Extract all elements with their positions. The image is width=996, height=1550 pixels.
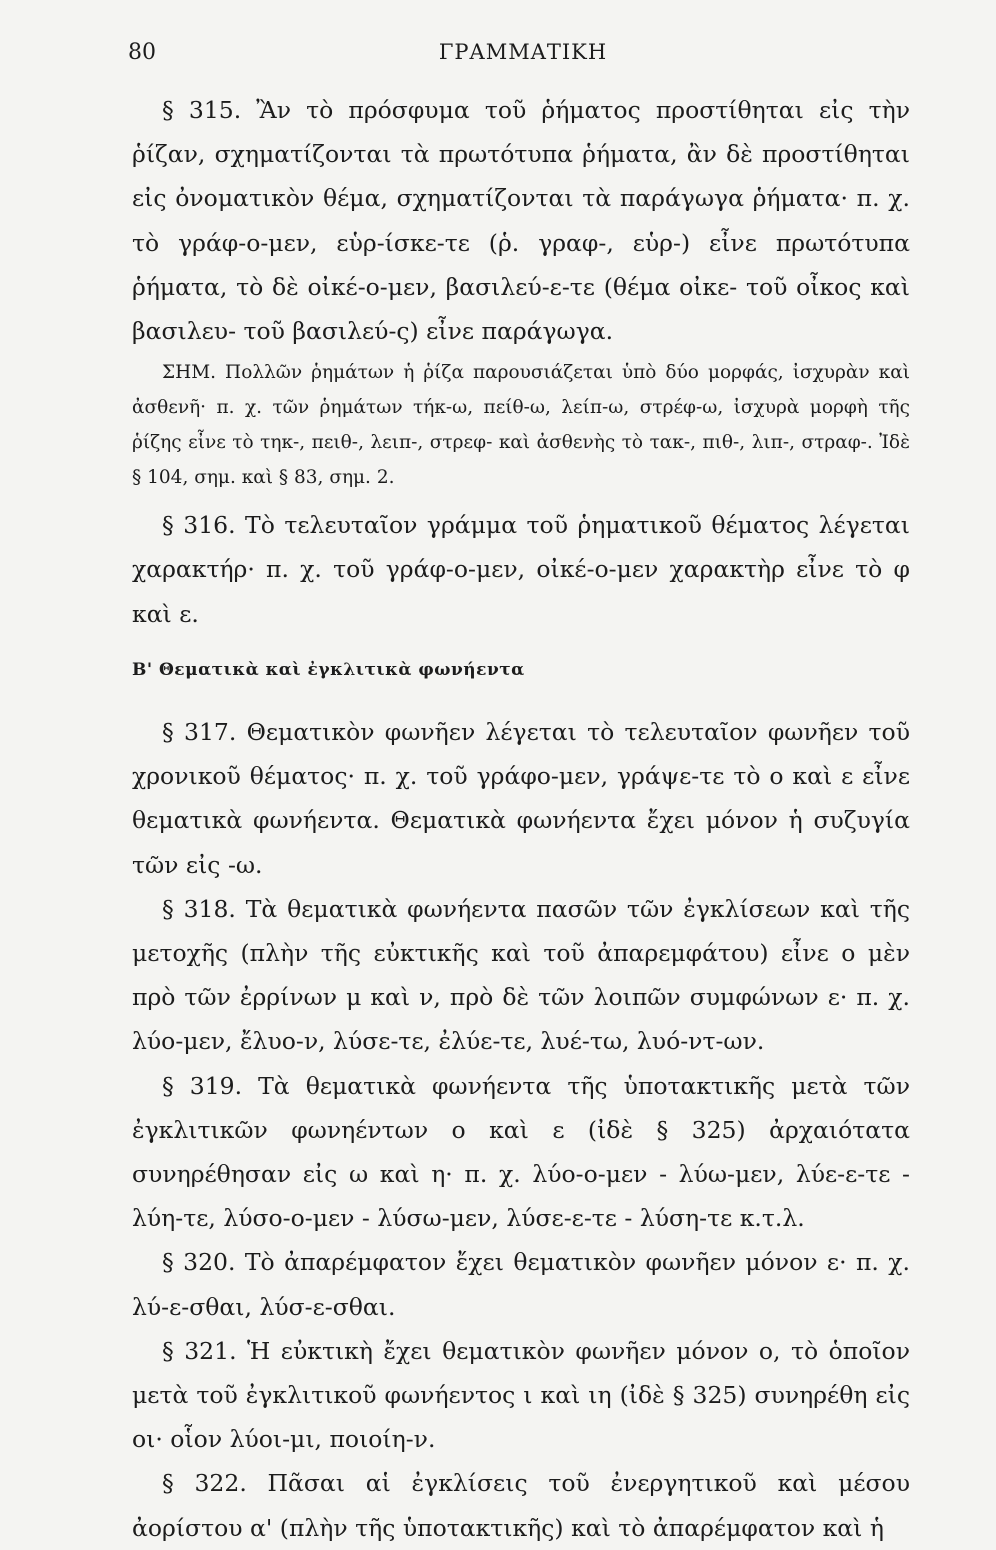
page-body	[132, 88, 910, 1550]
page-number: 80	[128, 40, 156, 65]
running-title: ΓΡΑΜΜΑΤΙΚΗ	[438, 40, 608, 64]
paragraph-322: § 322. Πᾶσαι αἱ ἐγκλίσεις τοῦ ἐνεργητικοῦ καὶ μέσου ἀορίστου α' (πλὴν τῆς ὑποτακτικῆς) καὶ τὸ ἀπαρέμφατον καὶ ἡ	[132, 1469, 910, 1542]
paragraph-317: § 317. Θεματικὸν φωνῆεν λέγεται τὸ τελευταῖον φωνῆεν τοῦ χρονικοῦ θέματος· π. χ. τοῦ γράφο-μεν, γράψε-τε τὸ ο καὶ ε εἶνε θεματικὰ φωνήεντα. Θεματικὰ φωνήεντα ἔχει μόνον ἡ συζυγία τῶν εἰς -ω.	[132, 718, 910, 879]
page-header	[128, 40, 918, 76]
paragraph-319: § 319. Τὰ θεματικὰ φωνήεντα τῆς ὑποτακτικῆς μετὰ τῶν ἐγκλιτικῶν φωνηέντων ο καὶ ε (ἰδὲ § 325) ἀρχαιότατα συνηρέθησαν εἰς ω καὶ η· π. χ. λύο-ο-μεν - λύω-μεν, λύε-ε-τε - λύη-τε, λύσο-ο-μεν - λύσω-μεν, λύσε-ε-τε - λύση-τε κ.τ.λ.	[132, 1071, 910, 1233]
section-heading: Β' Θεματικὰ καὶ ἐγκλιτικὰ φωνήεντα	[132, 659, 525, 680]
paragraph-321: § 321. Ἡ εὐκτικὴ ἔχει θεματικὸν φωνῆεν μόνον ο, τὸ ὁποῖον μετὰ τοῦ ἐγκλιτικοῦ φωνήεντος ι καὶ ιη (ἰδὲ § 325) συνηρέθη εἰς οι· οἷον λύοι-μι, ποιοίη-ν.	[132, 1336, 910, 1454]
paragraph-318: § 318. Τὰ θεματικὰ φωνήεντα πασῶν τῶν ἐγκλίσεων καὶ τῆς μετοχῆς (πλὴν τῆς εὐκτικῆς καὶ τοῦ ἀπαρεμφάτου) εἶνε ο μὲν πρὸ τῶν ἐρρίνων μ καὶ ν, πρὸ δὲ τῶν λοιπῶν συμφώνων ε· π. χ. λύο-μεν, ἔλυο-ν, λύσε-τε, ἐλύε-τε, λυέ-τω, λυό-ντ-ων.	[132, 894, 910, 1056]
note-paragraph: ΣΗΜ. Πολλῶν ῥημάτων ἡ ῥίζα παρουσιάζεται ὑπὸ δύο μορφάς, ἰσχυρὰν καὶ ἀσθενῆ· π. χ. τῶν ῥημάτων τήκ-ω, πείθ-ω, λείπ-ω, στρέφ-ω, ἰσχυρὰ μορφὴ τῆς ῥίζης εἶνε τὸ τηκ-, πειθ-, λειπ-, στρεφ- καὶ ἀσθενὴς τὸ τακ-, πιθ-, λιπ-, στραφ-. Ἰδὲ § 104, σημ. καὶ § 83, σημ. 2.	[132, 362, 910, 489]
paragraph-315: § 315. Ἂν τὸ πρόσφυμα τοῦ ῥήματος προστίθηται εἰς τὴν ῥίζαν, σχηματίζονται τὰ πρωτότυπα ῥήματα, ἂν δὲ προστίθηται εἰς ὀνοματικὸν θέμα, σχηματίζονται τὰ παράγωγα ῥήματα· π. χ. τὸ γράφ-ο-μεν, εὑρ-ίσκε-τε (ῥ. γραφ-, εὑρ-) εἶνε πρωτότυπα ῥήματα, τὸ δὲ οἰκέ-ο-μεν, βασιλεύ-ε-τε (θέμα οἰκε- τοῦ οἶκος καὶ βασιλευ- τοῦ βασιλεύ-ς) εἶνε παράγωγα.	[132, 96, 910, 346]
paragraph-320: § 320. Τὸ ἀπαρέμφατον ἔχει θεματικὸν φωνῆεν μόνον ε· π. χ. λύ-ε-σθαι, λύσ-ε-σθαι.	[132, 1248, 910, 1321]
paragraph-316: § 316. Τὸ τελευταῖον γράμμα τοῦ ῥηματικοῦ θέματος λέγεται χαρακτήρ· π. χ. τοῦ γράφ-ο-μεν, οἰκέ-ο-μεν χαρακτὴρ εἶνε τὸ φ καὶ ε.	[132, 511, 910, 628]
